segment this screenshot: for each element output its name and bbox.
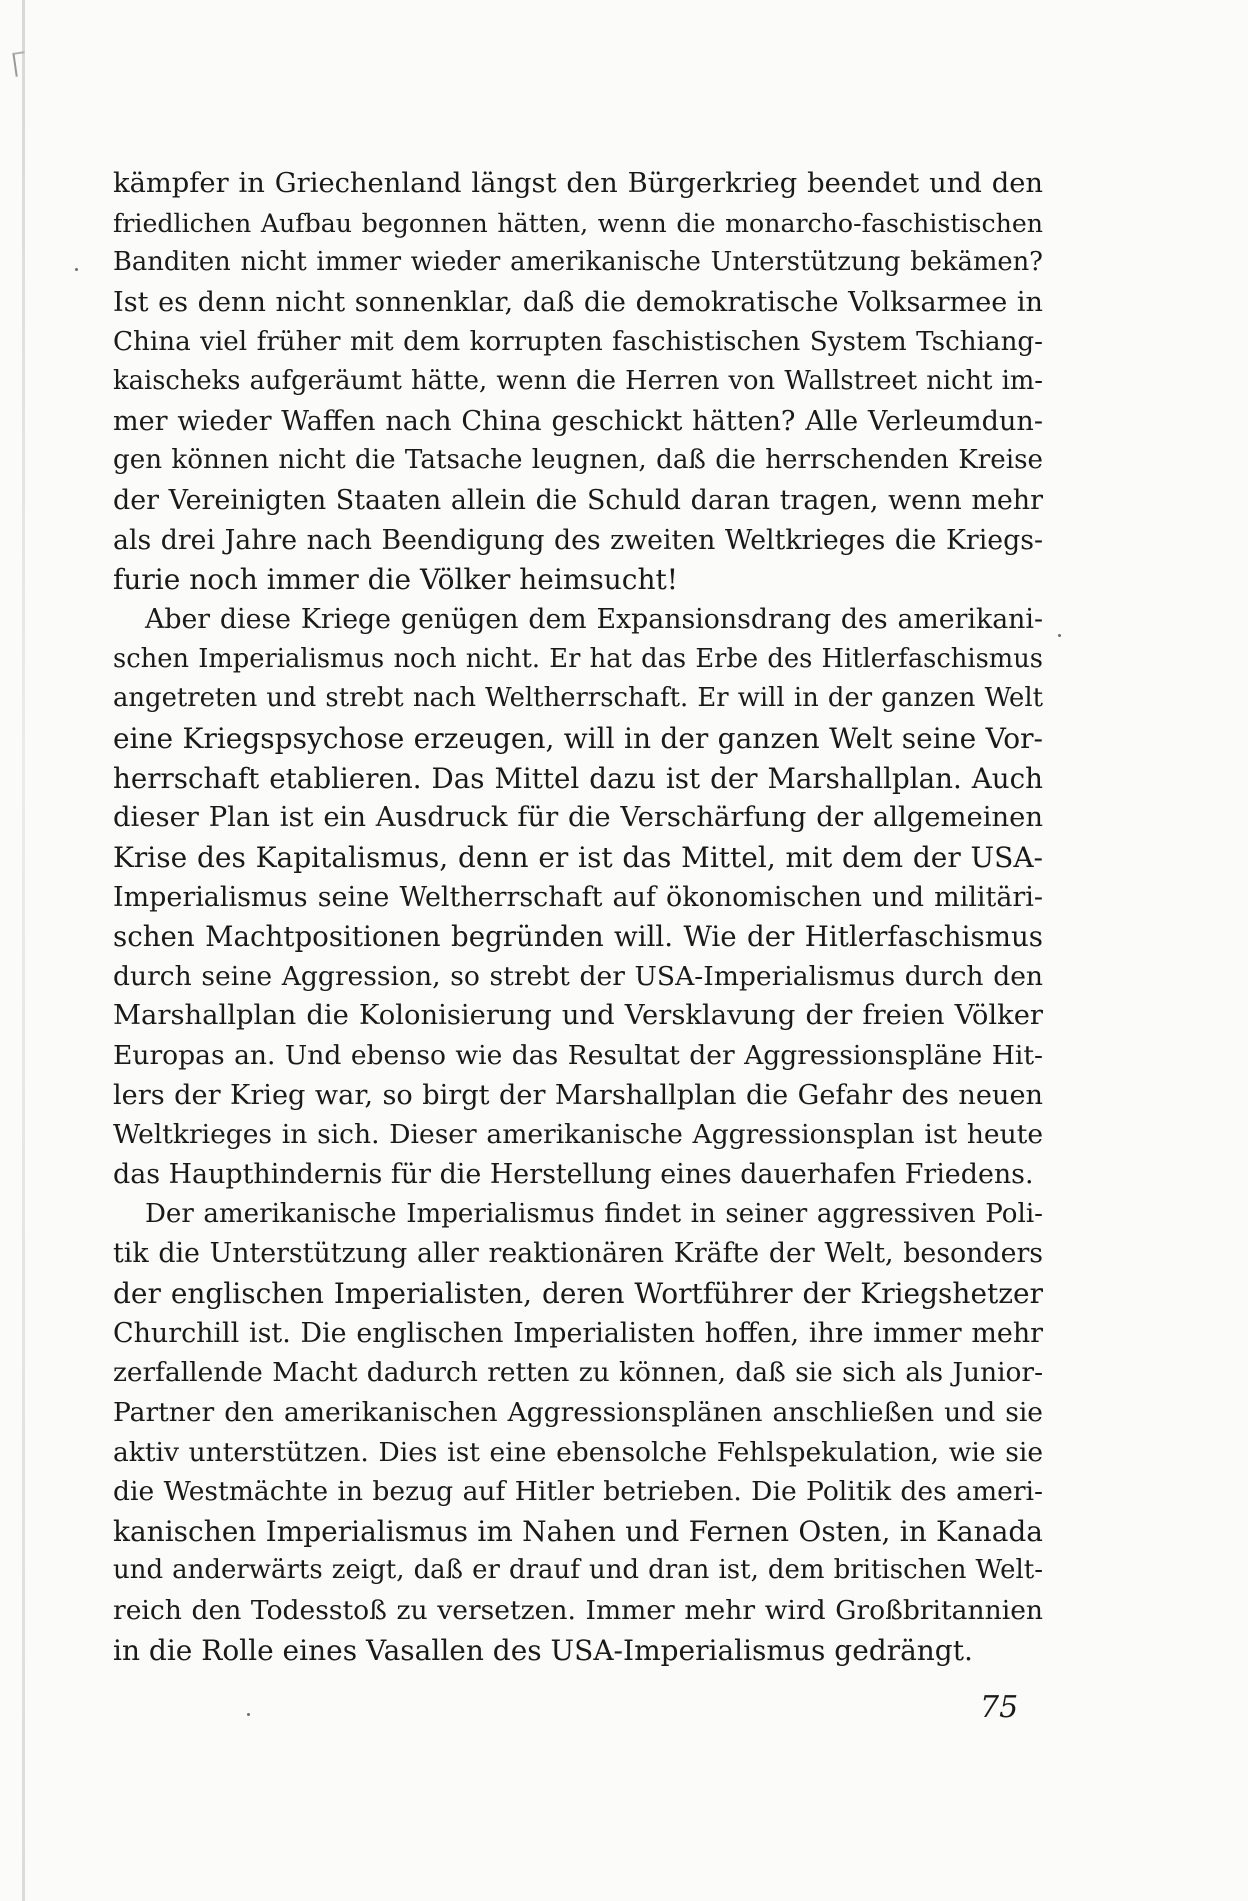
text-line: reich den Todesstoß zu versetzen. Immer mehr wird Großbritannien (113, 1595, 1043, 1627)
text-line: aktiv unterstützen. Dies ist eine ebensolche Fehlspekulation, wie sie (113, 1436, 1043, 1468)
text-line: Marshallplan die Kolonisierung und Versklavung der freien Völker (113, 1000, 1043, 1032)
scan-corner-mark (12, 51, 27, 76)
text-line: dieser Plan ist ein Ausdruck für die Verschärfung der allgemeinen (113, 802, 1043, 834)
text-line: Partner den amerikanischen Aggressionsplänen anschließen und sie (113, 1396, 1043, 1428)
text-line: kaischeks aufgeräumt hätte, wenn die Herren von Wallstreet nicht im- (113, 366, 1043, 397)
text-line: die Westmächte in bezug auf Hitler betrieben. Die Politik des ameri- (113, 1476, 1043, 1508)
text-line: China viel früher mit dem korrupten faschistischen System Tschiang- (113, 326, 1043, 357)
text-line: Europas an. Und ebenso wie das Resultat der Aggressionspläne Hit- (113, 1040, 1043, 1072)
text-line: durch seine Aggression, so strebt der USA-Imperialismus durch den (113, 960, 1043, 992)
text-line: in die Rolle eines Vasallen des USA-Imperialismus gedrängt. (113, 1633, 973, 1667)
page-number: 75 (980, 1690, 1019, 1725)
body-text (113, 164, 1043, 1670)
scan-speck (1058, 634, 1061, 637)
text-line: Der amerikanische Imperialismus findet in seiner aggressiven Poli- (145, 1198, 1043, 1229)
text-line: herrschaft etablieren. Das Mittel dazu ist der Marshallplan. Auch (113, 761, 1043, 795)
text-line: Churchill ist. Die englischen Imperialisten hoffen, ihre immer mehr (113, 1317, 1043, 1349)
text-line: eine Kriegspsychose erzeugen, will in der ganzen Welt seine Vor- (113, 721, 1043, 755)
text-line: zerfallende Macht dadurch retten zu können, daß sie sich als Junior- (113, 1357, 1043, 1389)
text-line: Aber diese Kriege genügen dem Expansionsdrang des amerikani- (145, 604, 1043, 636)
scan-speck (247, 1713, 250, 1716)
scan-speck (75, 268, 78, 271)
text-line: Ist es denn nicht sonnenklar, daß die demokratische Volksarmee in (113, 286, 1043, 318)
text-line: kämpfer in Griechenland längst den Bürgerkrieg beendet und den (113, 168, 1043, 199)
text-line: Krise des Kapitalismus, denn er ist das Mittel, mit dem der USA- (113, 840, 1043, 874)
text-line: furie noch immer die Völker heimsucht! (113, 563, 678, 597)
text-line: kanischen Imperialismus im Nahen und Fernen Osten, in Kanada (113, 1514, 1043, 1548)
text-line: Imperialismus seine Weltherrschaft auf ökonomischen und militäri- (113, 881, 1043, 913)
text-line: angetreten und strebt nach Weltherrschaft. Er will in der ganzen Welt (113, 683, 1043, 714)
text-line: tik die Unterstützung aller reaktionären Kräfte der Welt, besonders (113, 1238, 1043, 1270)
text-line: schen Imperialismus noch nicht. Er hat das Erbe des Hitlerfaschismus (113, 643, 1043, 674)
text-line: und anderwärts zeigt, daß er drauf und dran ist, dem britischen Welt- (113, 1555, 1043, 1586)
text-line: der Vereinigten Staaten allein die Schuld daran tragen, wenn mehr (113, 485, 1043, 517)
text-line: mer wieder Waffen nach China geschickt hätten? Alle Verleumdun- (113, 405, 1043, 437)
text-line: das Haupthindernis für die Herstellung eines dauerhafen Friedens. (113, 1159, 1034, 1191)
text-line: als drei Jahre nach Beendigung des zweiten Weltkrieges die Kriegs- (113, 524, 1043, 556)
text-line: friedlichen Aufbau begonnen hätten, wenn die monarcho-faschistischen (113, 208, 1043, 238)
text-line: der englischen Imperialisten, deren Wortführer der Kriegshetzer (113, 1276, 1043, 1310)
text-line: Weltkrieges in sich. Dieser amerikanische Aggressionsplan ist heute (113, 1119, 1043, 1151)
text-line: gen können nicht die Tatsache leugnen, daß die herrschenden Kreise (113, 445, 1043, 476)
text-line: Banditen nicht immer wieder amerikanische Unterstützung bekämen? (113, 247, 1043, 278)
text-line: lers der Krieg war, so birgt der Marshallplan die Gefahr des neuen (113, 1079, 1043, 1111)
page-binding-edge (22, 0, 25, 1901)
text-line: schen Machtpositionen begründen will. Wie der Hitlerfaschismus (113, 920, 1043, 954)
